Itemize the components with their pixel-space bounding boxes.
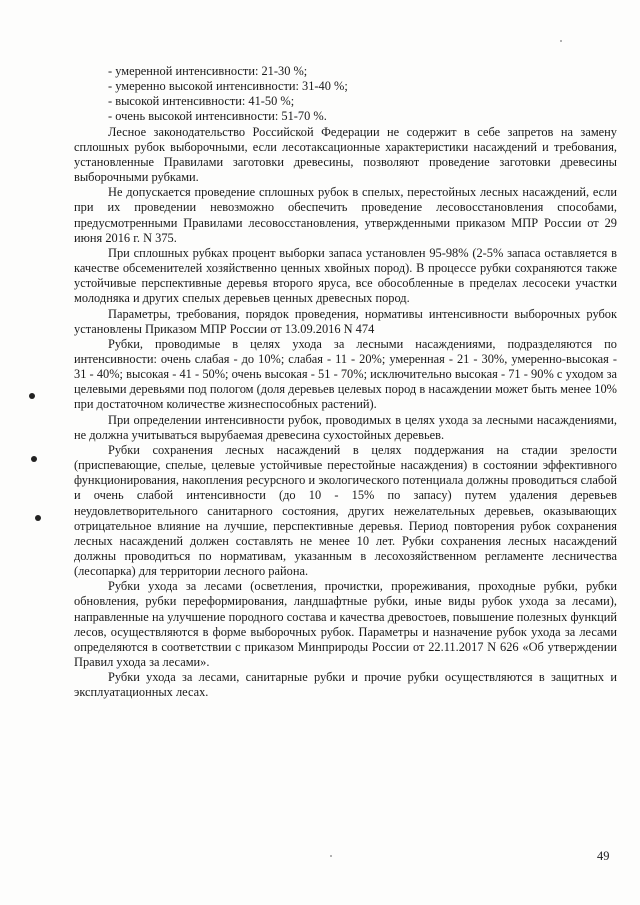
paragraph: Рубки ухода за лесами (осветления, прочистки, прореживания, проходные рубки, рубки обновления, рубки переформирования, ландшафтные рубки, иные виды рубок ухода за лесами), направленные на улучшение породного состава и качества древостоев, повышение полезных функций лесов, осуществляются в форме выборочных рубок. Параметры и назначение рубок ухода за лесами определяются в соответствии с приказом Минприроды России от 22.11.2017 N 626 «Об утверждении Правил ухода за лесами». <box>74 579 617 670</box>
punch-hole-mark <box>35 515 41 521</box>
paragraph: Рубки, проводимые в целях ухода за лесными насаждениями, подразделяются по интенсивности: очень слабая - до 10%; слабая - 11 - 20%; умеренная - 21 - 30%, умеренно-высокая - 31 - 40%; высокая - 41 - 50%; очень высокая - 51 - 70%; исключительно высокая - 71 - 90% с уходом за целевыми деревьями под пологом (доля деревьев целевых пород в насаждении может быть менее 10% при достаточном количестве жизнеспособных растений). <box>74 336 617 412</box>
list-item: - очень высокой интенсивности: 51-70 %. <box>108 109 327 124</box>
document-body <box>74 64 617 701</box>
paragraph: Не допускается проведение сплошных рубок в спелых, перестойных лесных насаждений, если при их проведении невозможно обеспечить проведение лесовосстановления способами, предусмотренными Правилами лесовосстановления, утвержденными приказом МПР России от 29 июня 2016 г. N 375. <box>74 185 617 245</box>
paragraph: Рубки ухода за лесами, санитарные рубки и прочие рубки осуществляются в защитных и эксплуатационных лесах. <box>74 670 617 700</box>
list-item: - высокой интенсивности: 41-50 %; <box>108 94 295 109</box>
punch-hole-mark <box>29 393 35 399</box>
punch-hole-mark <box>31 456 37 462</box>
paragraph: Лесное законодательство Российской Федерации не содержит в себе запретов на замену сплошных рубок выборочными, если лесотаксационные характеристики насаждений и требования, установленные Правилами заготовки древесины, позволяют проведение заготовки древесины выборочными рубками. <box>74 124 617 185</box>
page-number: 49 <box>597 849 610 863</box>
list-item: - умеренно высокой интенсивности: 31-40 %; <box>108 79 348 94</box>
scan-speck <box>330 855 332 857</box>
paragraph: При определении интенсивности рубок, проводимых в целях ухода за лесными насаждениями, не должна учитываться вырубаемая древесина сухостойных деревьев. <box>74 412 617 442</box>
list-item: - умеренной интенсивности: 21-30 %; <box>108 64 308 78</box>
paragraph: Параметры, требования, порядок проведения, нормативы интенсивности выборочных рубок установлены Приказом МПР России от 13.09.2016 N 474 <box>74 306 617 336</box>
scan-speck <box>560 40 562 42</box>
paragraph: Рубки сохранения лесных насаждений в целях поддержания на стадии зрелости (приспевающие, спелые, целевые устойчивые перестойные насаждения) в состоянии эффективного функционирования, накопления ресурсного и экологического потенциала должны проводиться слабой и очень слабой интенсивности (до 10 - 15% по запасу) путем удаления деревьев неудовлетворительного санитарного состояния, других нежелательных деревьев, оказывающих отрицательное влияние на лучшие, перспективные деревья. Период повторения рубок сохранения лесных насаждений должен составлять не менее 10 лет. Рубки сохранения лесных насаждений должны проводиться по нормативам, указанным в лесохозяйственном регламенте лесничества (лесопарка) для территории лесного района. <box>74 442 617 579</box>
paragraph: При сплошных рубках процент выборки запаса установлен 95-98% (2-5% запаса оставляется в качестве обсеменителей хозяйственно ценных хвойных пород). В процессе рубки сохраняются также устойчивые перспективные деревья второго яруса, все обособленные в пределах лесосеки участки молодняка и других спелых деревьев ценных древесных пород. <box>74 245 617 306</box>
